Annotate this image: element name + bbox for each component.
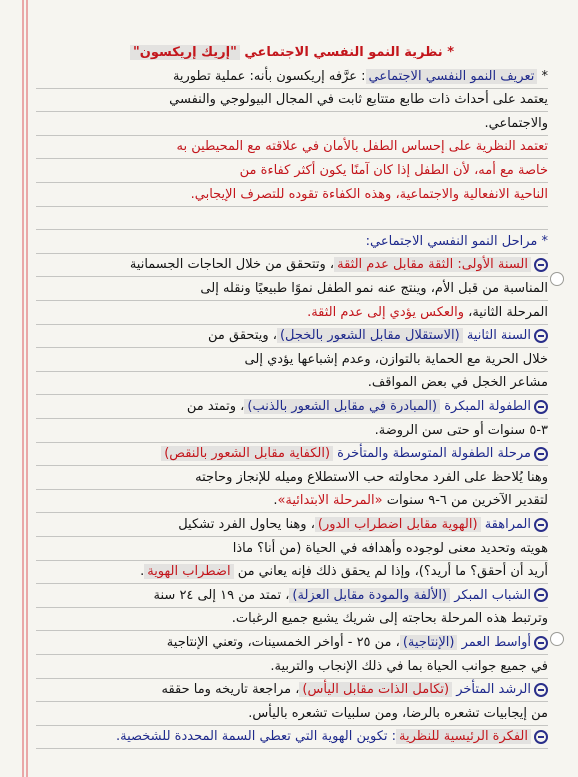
note-text: «المرحلة الابتدائية»	[277, 493, 383, 509]
note-text: "إريك إريكسون"	[130, 45, 240, 60]
note-line	[36, 66, 548, 89]
note-line	[36, 302, 548, 325]
note-text: وهنا يُلاحظ على الفرد محاولته حب الاستطلاع وميله للإنجاز وحاجته	[195, 469, 548, 485]
note-line	[36, 703, 548, 726]
note-line	[36, 278, 548, 301]
note-line	[36, 443, 548, 466]
circle-bullet-icon	[534, 518, 548, 532]
note-text: لتقدير الآخرين من ٦-٩ سنوات	[382, 493, 548, 509]
note-text: تعريف النمو النفسي الاجتماعي	[366, 69, 538, 84]
note-text: : تكوين الهوية التي تعطي السمة المحددة للشخصية.	[115, 729, 397, 745]
note-text: ، وتتحقق من خلال الحاجات الجسمانية	[129, 257, 335, 273]
note-text: (تكامل الذات مقابل اليأس)	[299, 682, 452, 697]
note-text: .	[273, 493, 278, 509]
note-text: تعتمد النظرية على إحساس الطفل بالأمان في علاقته مع المحيطين به	[176, 139, 548, 155]
note-text: ، من ٢٥ - أواخر الخمسينات، وتعني الإنتاجية	[166, 635, 400, 650]
note-line	[36, 160, 548, 183]
note-text: ، وهنا يحاول الفرد تشكيل	[178, 517, 315, 532]
margin-line-left	[22, 0, 24, 777]
note-text: هويته وتحديد معنى لوجوده وأهدافه في الحياة (من أنا؟ ماذا	[232, 540, 548, 556]
note-text: .	[140, 564, 145, 580]
note-text: والاجتماعي.	[484, 115, 548, 131]
note-text: (الاستقلال مقابل الشعور بالخجل)	[277, 328, 463, 343]
note-text: المرحلة الثانية،	[464, 304, 548, 320]
binder-hole-bottom	[550, 632, 564, 646]
margin-line-left-inner	[26, 0, 28, 777]
note-line	[36, 656, 548, 679]
note-line	[36, 89, 548, 112]
note-text: ، ويتحقق من	[208, 328, 277, 344]
note-text: * مراحل النمو النفسي الاجتماعي:	[365, 233, 548, 249]
note-text: : عرَّفه إريكسون بأنه: عملية تطورية	[172, 68, 366, 84]
note-text: في جميع جوانب الحياة بما في ذلك الإنجاب والتربية.	[270, 658, 548, 674]
note-text: الرشد المتأخر	[452, 682, 531, 698]
note-line	[36, 254, 548, 277]
note-text: المناسبة من قبل الأم، وينتج عنه نمو الطفل نموًا طبيعيًا ونقله إلى	[200, 281, 548, 296]
note-line	[36, 585, 548, 608]
note-text: (المبادرة في مقابل الشعور بالذنب)	[244, 399, 440, 414]
note-line	[36, 420, 548, 443]
note-line	[36, 632, 548, 655]
note-line	[36, 325, 548, 348]
binder-hole-top	[550, 272, 564, 286]
note-line	[36, 184, 548, 207]
note-text: المراهقة	[480, 517, 531, 532]
note-text: (الكفاية مقابل الشعور بالنقص)	[161, 446, 333, 461]
note-text: الناحية الانفعالية والاجتماعية، وهذه الكفاءة تقوده للتصرف الإيجابي.	[190, 186, 548, 202]
circle-bullet-icon	[534, 636, 548, 650]
note-text: الطفولة المبكرة	[440, 399, 531, 414]
note-text: مشاعر الخجل في بعض المواقف.	[367, 375, 548, 391]
note-text: خلال الحرية مع الحماية بالتوازن، وعدم إشباعها يؤدي إلى	[244, 351, 548, 367]
note-line	[36, 514, 548, 537]
note-line	[36, 231, 548, 254]
note-line	[36, 679, 548, 702]
note-line	[36, 490, 548, 513]
note-text: أواسط العمر	[457, 635, 531, 650]
note-line	[36, 561, 548, 584]
circle-bullet-icon	[534, 730, 548, 744]
note-line	[36, 467, 548, 490]
note-text: مرحلة الطفولة المتوسطة والمتأخرة	[333, 446, 531, 462]
circle-bullet-icon	[534, 588, 548, 602]
note-text: أريد أن أحقق؟ ما أريد؟)، وإذا لم يحقق ذلك فإنه يعاني من	[233, 564, 548, 580]
note-text: من إيجابيات تشعره بالرضا، ومن سلبيات تشعره باليأس.	[248, 705, 548, 721]
note-text: ، تمتد من ١٩ إلى ٢٤ سنة	[153, 587, 290, 603]
note-text: الفكرة الرئيسية للنظرية	[396, 729, 531, 744]
note-text: وترتبط هذه المرحلة بحاجته إلى شريك يشبع جميع الرغبات.	[231, 611, 548, 627]
note-text: (الهوية مقابل اضطراب الدور)	[315, 517, 481, 532]
note-line	[36, 538, 548, 561]
note-text: والعكس يؤدي إلى عدم الثقة.	[307, 304, 464, 320]
note-text: خاصة مع أمه، لأن الطفل إذا كان آمنًا يكون أكثر كفاءة من	[239, 163, 548, 178]
circle-bullet-icon	[534, 683, 548, 697]
note-line	[36, 372, 548, 395]
note-line	[36, 396, 548, 419]
note-text: ٣-٥ سنوات أو حتى سن الروضة.	[374, 422, 548, 438]
note-text: (الإنتاجية)	[400, 635, 458, 650]
note-text: السنة الأولى: الثقة مقابل عدم الثقة	[334, 257, 531, 272]
note-line	[36, 608, 548, 631]
note-text: اضطراب الهوية	[144, 564, 233, 579]
note-text: *	[537, 68, 548, 84]
note-text: السنة الثانية	[462, 328, 531, 344]
note-text: ، وتمتد من	[186, 399, 245, 414]
note-text: (الألفة والمودة مقابل العزلة)	[289, 588, 450, 603]
note-line	[36, 207, 548, 230]
note-line	[36, 113, 548, 136]
circle-bullet-icon	[534, 447, 548, 461]
circle-bullet-icon	[534, 400, 548, 414]
note-text: الشباب المبكر	[450, 587, 531, 603]
note-line	[36, 136, 548, 159]
note-line	[36, 349, 548, 372]
circle-bullet-icon	[534, 329, 548, 343]
note-text: يعتمد على أحداث ذات طابع متتابع ثابت في المجال البيولوجي والنفسي	[169, 92, 548, 108]
note-text: * نظرية النمو النفسي الاجتماعي	[239, 45, 455, 60]
note-line	[36, 726, 548, 749]
note-line	[36, 42, 548, 64]
note-text: ، مراجعة تاريخه وما حققه	[161, 682, 300, 698]
circle-bullet-icon	[534, 258, 548, 272]
